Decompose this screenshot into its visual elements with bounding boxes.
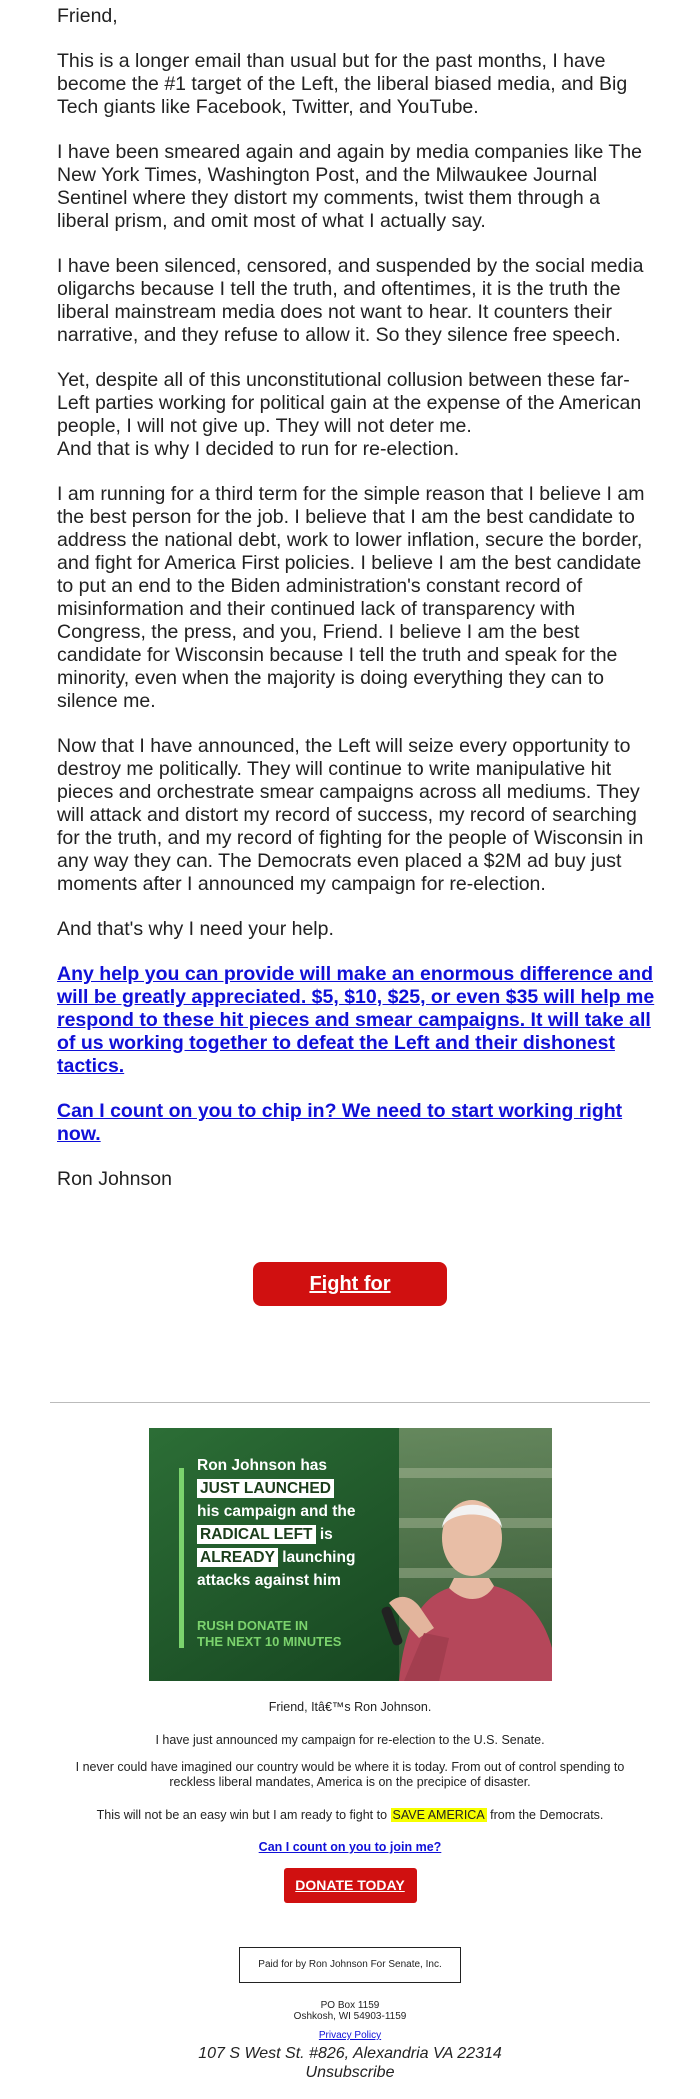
footer-greeting: Friend, Itâ€™s Ron Johnson. <box>268 1700 432 1714</box>
donation-link-help[interactable]: Any help you can provide will make an enormous difference and will be greatly appreciated. $5, $10, $25, or even $35 will help me respond to these hit pieces and smear campaigns. It will take all of us working together to defeat the Left and their dishonest tactics. <box>57 963 655 1077</box>
paragraph-target: This is a longer email than usual but for the past months, I have become the #1 target of the Left, the liberal biased media, and Big Tech giants like Facebook, Twitter, and YouTube. <box>57 50 628 118</box>
footer-easy-prefix: This will not be an easy win but I am ready to fight to <box>96 1808 391 1822</box>
mailing-address <box>0 2000 700 2022</box>
banner-highlight-just-launched: JUST LAUNCHED <box>197 1479 334 1498</box>
paid-for-container <box>0 1947 700 1983</box>
footer-announce: I have just announced my campaign for re-election to the U.S. Senate. <box>155 1733 545 1747</box>
paragraph-despite-line1: Yet, despite all of this unconstitutional collusion between these far-Left parties working for political gain at the expense of the American people, I will not give up. They will not deter me. <box>57 369 642 437</box>
paragraph-silenced: I have been silenced, censored, and suspended by the social media oligarchs because I tell the truth, and oftentimes, it is the truth the liberal mainstream media does not want to hear. It counters their narrative, and they refuse to allow it. So they silence free speech. <box>57 255 644 346</box>
footer-easy-suffix: from the Democrats. <box>486 1808 604 1822</box>
banner-rush-line1: RUSH DONATE IN <box>197 1618 308 1633</box>
privacy-container <box>0 2030 700 2041</box>
banner-line1: Ron Johnson has <box>197 1457 328 1474</box>
banner-line5: attacks against him <box>197 1572 341 1589</box>
join-me-link[interactable]: Can I count on you to join me? <box>258 1840 442 1854</box>
banner-rush-line2: THE NEXT 10 MINUTES <box>197 1634 342 1649</box>
banner-highlight-already: ALREADY <box>197 1548 278 1567</box>
paragraph-smeared: I have been smeared again and again by media companies like The New York Times, Washington Post, and the Milwaukee Journal Sentinel where they distort my comments, twist them through a liberal prism, and omit most of what I actually say. <box>57 141 643 232</box>
donation-link-chip-in[interactable]: Can I count on you to chip in? We need to start working right now. <box>57 1100 623 1145</box>
street-address: 107 S West St. #826, Alexandria VA 22314 <box>198 2045 502 2062</box>
city-state-zip: Oshkosh, WI 54903-1159 <box>293 2011 407 2022</box>
paragraph-third-term: I am running for a third term for the simple reason that I believe I am the best person for the job. I believe that I am the best candidate to address the national debt, work to lower inflation, secure the border, and fight for America First policies. I believe I am the best candidate to put an end to the Biden administration's constant record of misinformation and their continued lack of transparency with Congress, the press, and you, Friend. I believe I am the best candidate for Wisconsin because I tell the truth and speak for the minority, even when the majority is doing everything they can to silence me. <box>57 483 645 712</box>
signature: Ron Johnson <box>57 1168 172 1190</box>
paid-for-disclaimer: Paid for by Ron Johnson For Senate, Inc. <box>239 1947 460 1983</box>
fight-for-freedom-button[interactable]: Fight for Freedom <box>253 1262 447 1306</box>
footer-save-america-highlight: SAVE AMERICA <box>392 1808 485 1822</box>
unsubscribe-link[interactable]: Unsubscribe <box>305 2064 395 2081</box>
banner-highlight-radical-left: RADICAL LEFT <box>197 1525 316 1544</box>
privacy-policy-link[interactable]: Privacy Policy <box>318 2030 382 2041</box>
greeting: Friend, <box>57 5 118 27</box>
paragraph-announced: Now that I have announced, the Left will seize every opportunity to destroy me politically. They will continue to write manipulative hit pieces and orchestrate smear campaigns across all mediums. They will attack and distort my record of success, my record of searching for the truth, and my record of fighting for the people of Wisconsin in any way they can. The Democrats even placed a $2M ad buy just moments after I announced my campaign for re-election. <box>57 735 644 895</box>
footer-easy-win <box>0 1808 700 1823</box>
banner-line3-suffix: is <box>315 1526 333 1543</box>
footer-join-container <box>0 1840 700 1855</box>
banner-line4-suffix: launching <box>277 1549 356 1566</box>
donate-today-button[interactable]: DONATE TODAY <box>284 1868 417 1903</box>
banner-line2: his campaign and the <box>197 1503 356 1520</box>
footer-imagine: I never could have imagined our country would be where it is today. From out of control spending to reckless liberal mandates, America is on the precipice of disaster. <box>75 1760 625 1789</box>
paragraph-need-help: And that's why I need your help. <box>57 918 334 940</box>
donate-button-container <box>0 1868 700 1903</box>
po-box: PO Box 1159 <box>320 2000 380 2011</box>
paragraph-despite-line2: And that is why I decided to run for re-election. <box>57 438 460 460</box>
